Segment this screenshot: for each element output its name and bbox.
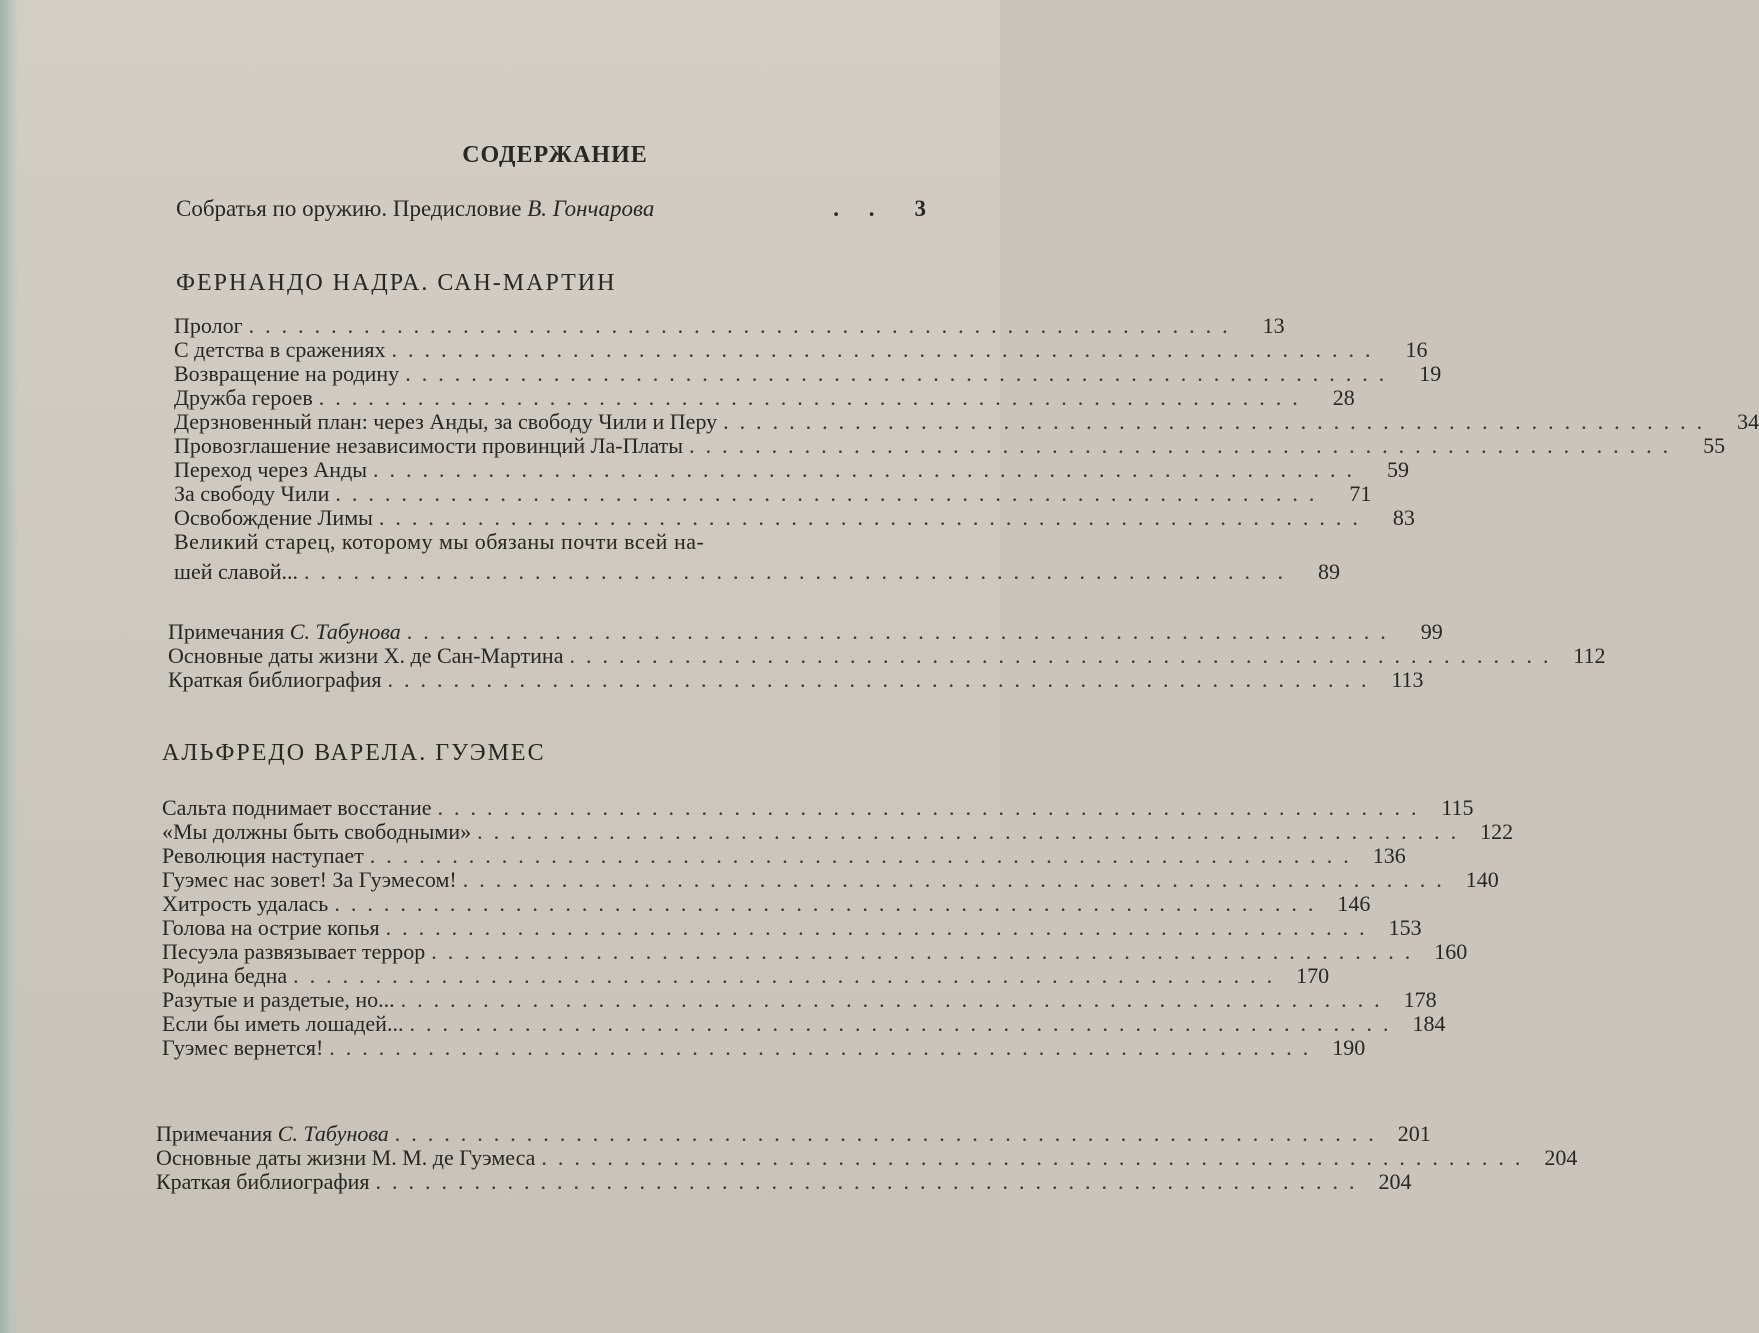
toc-entry [162, 891, 1371, 916]
entry-page: 83 [1392, 505, 1415, 530]
preface-page: 3 [914, 196, 926, 221]
leader-dots: ............................................................ [329, 1035, 1320, 1060]
entry-row [174, 554, 1340, 590]
toc-entry [174, 505, 1415, 530]
leader-dots: ............................................................ [409, 1011, 1400, 1036]
toc-entry [162, 1011, 1446, 1036]
entry-title: Примечания [156, 1121, 273, 1146]
toc-entry [174, 481, 1372, 506]
preface-page-wrap [823, 196, 926, 222]
toc-entry [174, 529, 1340, 590]
entry-page: 113 [1391, 667, 1424, 692]
entry-page: 59 [1387, 457, 1410, 482]
toc-entry [168, 619, 1443, 644]
section-title-guemes: АЛЬФРЕДО ВАРЕЛА. ГУЭМЕС [162, 740, 546, 766]
leader-dots: ............................................................ [335, 481, 1326, 506]
entry-title: Родина бедна [162, 963, 288, 988]
entry-title: Гуэмес вернется! [162, 1035, 324, 1060]
preface-author: В. Гончарова [527, 196, 655, 221]
entry-page: 153 [1388, 915, 1422, 940]
entry-title: Переход через Анды [174, 457, 368, 482]
leader-dots: ............................................................ [304, 559, 1294, 584]
leader-dots: ............................................................ [378, 505, 1369, 530]
entry-title-line1: Великий старец, которому мы обязаны почти всей на- [174, 529, 705, 554]
toc-entry [162, 939, 1468, 964]
leader-dots: ............................................................ [387, 667, 1378, 692]
entry-page: 170 [1296, 963, 1330, 988]
entry-title: Сальта поднимает восстание [162, 795, 432, 820]
entry-page: 16 [1405, 337, 1428, 362]
entry-title: Разутые и раздетые, но... [162, 987, 395, 1012]
san-martin-chapters [174, 313, 1759, 590]
san-martin-appendix [168, 619, 1606, 692]
leader-dots: ............................................................ [394, 1121, 1385, 1146]
entry-page: 19 [1419, 361, 1442, 386]
toc-entry [174, 457, 1410, 482]
leader-dots: ............................................................ [462, 867, 1453, 892]
entry-page: 55 [1703, 433, 1726, 458]
entry-title: Основные даты жизни Х. де Сан-Мартина [168, 643, 564, 668]
preface-entry [176, 196, 926, 222]
entry-author: С. Табунова [277, 1121, 389, 1146]
entry-page: 146 [1337, 891, 1371, 916]
preface-title-wrap [176, 196, 654, 222]
entry-page: 115 [1441, 795, 1474, 820]
toc-entry [174, 433, 1726, 458]
entry-title: Краткая библиография [168, 667, 382, 692]
leader-dots: ............................................................ [689, 433, 1680, 458]
entry-title: Основные даты жизни М. М. де Гуэмеса [156, 1145, 536, 1170]
leader-dots: ............................................................ [400, 987, 1391, 1012]
leader-dots: ............................................................ [406, 619, 1397, 644]
leader-dots: ............................................................ [437, 795, 1428, 820]
entry-title: Провозглашение независимости провинций Ла-Платы [174, 433, 684, 458]
leader-dots: ............................................................ [293, 963, 1284, 988]
toc-entry [162, 843, 1406, 868]
toc-entry [162, 1035, 1366, 1060]
leader-dots: ............................................................ [431, 939, 1422, 964]
toc-entry [174, 385, 1355, 410]
entry-page: 28 [1332, 385, 1355, 410]
leader-dots: ............................................................ [248, 313, 1239, 338]
entry-page: 136 [1372, 843, 1406, 868]
leader-dots: ............................................................ [385, 915, 1376, 940]
entry-page: 201 [1397, 1121, 1431, 1146]
entry-title: За свободу Чили [174, 481, 330, 506]
leader-dots: ............................................................ [391, 337, 1382, 362]
leader-dots: ............................................................ [569, 643, 1560, 668]
entry-page: 204 [1378, 1169, 1412, 1194]
guemes-appendix [156, 1121, 1578, 1194]
entry-page: 99 [1420, 619, 1443, 644]
leader-dots: ............................................................ [723, 409, 1714, 434]
entry-title-wrap [156, 1122, 389, 1146]
toc-entry [162, 963, 1330, 988]
entry-page: 89 [1318, 559, 1340, 584]
contents-heading: СОДЕРЖАНИЕ [462, 142, 648, 168]
entry-title: Краткая библиография [156, 1169, 370, 1194]
toc-entry [174, 313, 1285, 338]
toc-entry [174, 361, 1442, 386]
entry-title: Гуэмес нас зовет! За Гуэмесом! [162, 867, 457, 892]
leader-dots: ............................................................ [318, 385, 1309, 410]
preface-dots: . . [833, 196, 887, 221]
toc-entry [168, 643, 1606, 668]
entry-page: 178 [1403, 987, 1437, 1012]
entry-page: 160 [1434, 939, 1468, 964]
entry-title: Песуэла развязывает террор [162, 939, 426, 964]
leader-dots: ............................................................ [541, 1145, 1532, 1170]
entry-page: 122 [1480, 819, 1514, 844]
toc-entry [174, 337, 1428, 362]
entry-page: 204 [1544, 1145, 1578, 1170]
entry-title: С детства в сражениях [174, 337, 386, 362]
entry-page: 112 [1573, 643, 1606, 668]
toc-entry [168, 667, 1424, 692]
toc-entry [174, 409, 1759, 434]
entry-title: Дерзновенный план: через Анды, за свободу Чили и Перу [174, 409, 718, 434]
toc-entry [162, 915, 1422, 940]
toc-entry [156, 1121, 1431, 1146]
leader-dots: ............................................................ [373, 457, 1364, 482]
entry-title: «Мы должны быть свободными» [162, 819, 472, 844]
preface-title: Собратья по оружию. Предисловие [176, 196, 522, 221]
entry-title: Дружба героев [174, 385, 313, 410]
guemes-chapters [162, 795, 1514, 1060]
toc-entry [162, 867, 1499, 892]
toc-entry [156, 1169, 1412, 1194]
toc-entry [162, 795, 1474, 820]
toc-entry [162, 987, 1437, 1012]
entry-title: Хитрость удалась [162, 891, 329, 916]
toc-entry [162, 819, 1514, 844]
entry-page: 190 [1332, 1035, 1366, 1060]
entry-title-line2: шей славой... [174, 559, 298, 584]
leader-dots: ............................................................ [375, 1169, 1366, 1194]
entry-title: Пролог [174, 313, 243, 338]
entry-title: Революция наступает [162, 843, 364, 868]
entry-page: 13 [1262, 313, 1285, 338]
entry-title: Если бы иметь лошадей... [162, 1011, 404, 1036]
leader-dots: ............................................................ [477, 819, 1468, 844]
page-edge [0, 0, 18, 1333]
entry-page: 140 [1465, 867, 1499, 892]
leader-dots: ............................................................ [334, 891, 1325, 916]
entry-page: 34 [1737, 409, 1759, 434]
entry-author: С. Табунова [289, 619, 401, 644]
entry-title-wrap [168, 620, 401, 644]
entry-page: 71 [1349, 481, 1372, 506]
entry-title: Освобождение Лимы [174, 505, 373, 530]
entry-title: Примечания [168, 619, 285, 644]
leader-dots: ............................................................ [369, 843, 1360, 868]
entry-page: 184 [1412, 1011, 1446, 1036]
entry-title: Голова на острие копья [162, 915, 380, 940]
leader-dots: ............................................................ [405, 361, 1396, 386]
toc-entry [156, 1145, 1578, 1170]
section-title-san-martin: ФЕРНАНДО НАДРА. САН-МАРТИН [176, 270, 617, 296]
entry-title: Возвращение на родину [174, 361, 400, 386]
